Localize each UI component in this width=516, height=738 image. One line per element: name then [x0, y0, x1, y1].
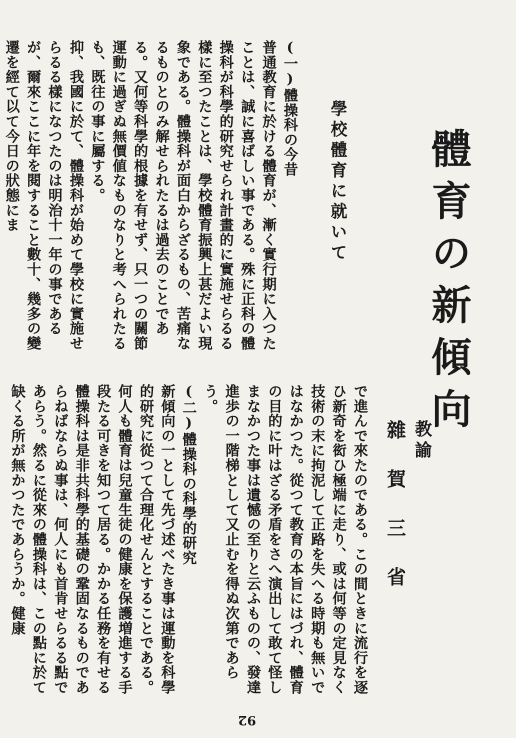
author-name: 雜賀三省 — [384, 420, 406, 616]
section-heading: 學校體育に就いて — [328, 100, 347, 264]
lower-text-block — [9, 384, 370, 704]
subsection-heading-1: (一)體操科の今昔 — [282, 40, 298, 177]
paragraph: 普通教育に於ける體育が、漸く實行期に入つたことは、誠に喜ばしい事である。殊に正科の體操科が科學的研究せられ計畫的に實施せらるる樣に至つたことは、學校體育振興上甚だよい現象である。體操科が面白からざるもの、苦痛なるものとのみ解せられたるは過去のことである。又何等科學的根據を有せず、只一つの關節運動に過ぎぬ無價値なものなりと考へられたるも、既往の事に屬する。 — [89, 40, 277, 351]
upper-text-block — [3, 40, 300, 362]
author-line — [382, 420, 434, 710]
page-number: 92 — [238, 712, 257, 727]
author-role: 教諭 — [411, 420, 431, 462]
paragraph: 抑、我國に於て、體操科が始めて學校に實施せらるる樣になつたのは明治十一年の事であるが、爾來ここに年を閱すること數十、幾多の變遷を經て以て今日の狀態にま — [3, 40, 84, 351]
paragraph: 新傾向の一として先づ述べたき事は運動を科學的研究に從つて合理化せんとすることである。何人も體育は兒童生徒の健康を保護増進する手段たる可きを知つて居る。かかる任務を有せる體操科は是非共科學的基礎の鞏固なるものであらねばならぬ事は、何人にも首肯せらるる點であらう。然るに從來の體操科は、この點に於て缺くる所が無かつたであらうか。健康 — [9, 384, 176, 695]
subsection-heading-2: (二)體操科の科學的研究 — [180, 384, 197, 566]
article-title: 體育の新傾向 — [425, 128, 472, 440]
paragraph: で進んで來たのである。この間ときに流行を逐ひ新奇を衒ひ極端に走り、或は何等の定見なく技術の末に拘泥して正路を失へる時期も無いではなかつた。從つて教育の本旨にはづれ、體育の目的に叶はざる矛盾をさへ演出して敢て怪しまなかつた事は遺憾の至りと云ふものの、發達進歩の一階梯として又止むを得ぬ次第であらう。 — [202, 384, 368, 695]
